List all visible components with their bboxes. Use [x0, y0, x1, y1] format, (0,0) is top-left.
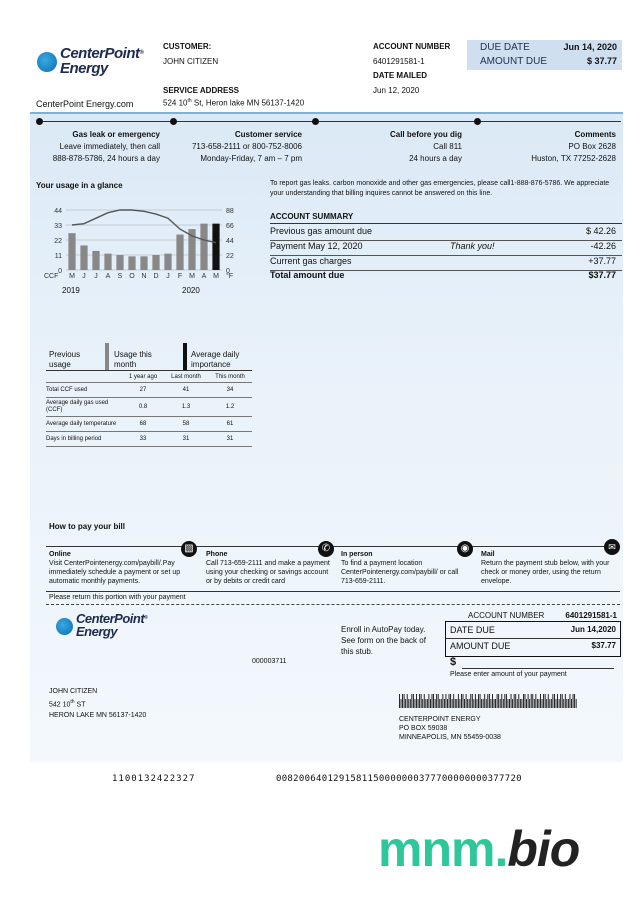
summary-row-label: Payment May 12, 2020: [270, 241, 363, 251]
contact-dot: [170, 118, 177, 125]
barcode-bar: [456, 699, 457, 708]
barcode-bar: [554, 694, 555, 708]
summary-total-label: Total amount due: [270, 270, 345, 280]
stub-account-number: 6401291581-1: [565, 611, 617, 620]
chart-unit-left: CCF: [44, 273, 59, 280]
summary-row-label: Current gas charges: [270, 256, 352, 266]
barcode-bar: [447, 699, 448, 708]
barcode-bar: [435, 699, 436, 708]
emergency-notice: To report gas leaks. carbon monoxide and other gas emergencies, please call1-888-876-5786. We appreciate your understanding that billing inquires cannot be answered on this line.: [270, 180, 610, 197]
barcode-bar: [535, 694, 536, 708]
summary-row: [270, 256, 622, 271]
summary-row: [270, 241, 622, 256]
date-mailed: Jun 12, 2020: [373, 86, 420, 95]
contact-gas-leak: Gas leak or emergency Leave immediately, then call 888-878-5786, 24 hours a day: [52, 130, 160, 163]
barcode-bar: [562, 694, 563, 708]
chart-category-label: J: [166, 273, 170, 280]
barcode-bar: [418, 699, 419, 708]
barcode-bar: [560, 694, 561, 708]
barcode-bar: [478, 694, 479, 708]
barcode-bar: [439, 699, 440, 708]
barcode-bar: [421, 694, 422, 708]
stub-due-date: Jun 14,2020: [570, 625, 616, 634]
barcode-bar: [433, 694, 434, 708]
barcode-bar: [576, 699, 577, 708]
return-note: Please return this portion with your payment: [49, 594, 186, 601]
reference-number: 000003711: [252, 658, 287, 665]
barcode-bar: [458, 694, 459, 708]
barcode-bar: [509, 699, 510, 708]
barcode-bar: [570, 694, 571, 708]
chart-tick-label-left: 44: [54, 208, 62, 215]
barcode-bar: [449, 694, 450, 708]
payment-amount-field[interactable]: [462, 668, 614, 669]
barcode-bar: [551, 699, 552, 708]
barcode-bar: [548, 694, 549, 708]
barcode-bar: [518, 694, 519, 708]
barcode-bar: [436, 694, 437, 708]
barcode-bar: [464, 699, 465, 708]
summary-row-value: +37.77: [588, 256, 616, 266]
summary-row-value: -42.26: [590, 241, 616, 251]
barcode-bar: [568, 699, 569, 708]
barcode-bar: [473, 699, 474, 708]
barcode-bar: [461, 694, 462, 708]
barcode-bar: [432, 694, 433, 708]
barcode-bar: [487, 694, 488, 708]
barcode-bar: [566, 699, 567, 708]
chart-tick-label-left: 33: [54, 223, 62, 230]
barcode-bar: [415, 699, 416, 708]
chart-category-label: J: [94, 273, 98, 280]
due-date-label: DUE DATE: [480, 42, 530, 53]
barcode-bar: [484, 694, 485, 708]
barcode-bar: [475, 694, 476, 708]
centerpoint-logo-icon: [37, 52, 57, 72]
barcode-bar: [424, 694, 425, 708]
barcode-bar: [573, 694, 574, 708]
chart-category-label: M: [189, 273, 195, 280]
barcode-bar: [410, 699, 411, 708]
barcode-bar: [411, 694, 412, 708]
barcode-bar: [477, 699, 478, 708]
barcode-bar: [512, 699, 513, 708]
barcode-bar: [500, 699, 501, 708]
micr-left: 1100132422327: [112, 774, 196, 784]
barcode-bar: [565, 694, 566, 708]
barcode-bar: [531, 694, 532, 708]
postal-barcode: [399, 694, 579, 708]
chart-tick-label-right: 66: [226, 223, 234, 230]
contact-dot: [36, 118, 43, 125]
mail-icon: ✉: [604, 539, 620, 555]
chart-tick-label-right: 0: [226, 268, 230, 275]
barcode-bar: [501, 694, 502, 708]
chart-category-label: O: [129, 273, 135, 280]
comparison-table: [46, 372, 252, 447]
barcode-bar: [545, 694, 546, 708]
barcode-bar: [441, 699, 442, 708]
autopay-note: Enroll in AutoPay today. See form on the back of this stub.: [341, 625, 426, 656]
barcode-bar: [442, 694, 443, 708]
stub-due-date-label: DATE DUE: [450, 625, 495, 635]
chart-category-label: D: [153, 273, 159, 280]
legend-previous-usage: Previous usage: [49, 350, 81, 369]
barcode-bar: [495, 699, 496, 708]
chart-tick-label-right: 22: [226, 253, 234, 260]
legend-divider: [46, 370, 252, 371]
barcode-bar: [438, 694, 439, 708]
barcode-bar: [444, 699, 445, 708]
barcode-bar: [427, 699, 428, 708]
chart-category-label: M: [69, 273, 75, 280]
barcode-bar: [511, 694, 512, 708]
barcode-bar: [492, 694, 493, 708]
barcode-bar: [470, 694, 471, 708]
chart-tick-label-right: 88: [226, 208, 234, 215]
barcode-bar: [515, 694, 516, 708]
barcode-bar: [459, 699, 460, 708]
barcode-bar: [571, 699, 572, 708]
chart-category-label: S: [117, 273, 123, 280]
barcode-bar: [446, 694, 447, 708]
chart-bar: [92, 251, 99, 270]
legend-bar-current: [183, 343, 187, 370]
barcode-bar: [552, 694, 553, 708]
amount-due-label: AMOUNT DUE: [480, 56, 548, 67]
barcode-bar: [399, 694, 400, 708]
pay-method-in-person: In person To find a payment location CenterPointenergy.com/paybill/ or call 713-659-2111.: [341, 551, 459, 585]
barcode-bar: [494, 699, 495, 708]
pay-bottom-line: [46, 591, 620, 592]
barcode-bar: [402, 694, 403, 708]
chart-tick-label-left: 0: [58, 268, 62, 275]
customer-mailing-address: JOHN CITIZEN 542 10th ST HERON LAKE MN 56137-1420: [49, 688, 147, 720]
mouse-icon: ▧: [181, 541, 197, 557]
barcode-bar: [549, 699, 550, 708]
service-address-label: SERVICE ADDRESS: [163, 86, 240, 95]
table-row: Average daily gas used (CCF) 0.8 1.3 1.2: [46, 398, 252, 417]
barcode-bar: [540, 694, 541, 708]
barcode-bar: [517, 699, 518, 708]
contact-customer-service: Customer service 713-658-2111 or 800-752-8006 Monday-Friday, 7 am – 7 pm: [191, 130, 302, 163]
chart-bar: [152, 255, 159, 270]
stub-amount-due-label: AMOUNT DUE: [450, 641, 511, 651]
barcode-bar: [481, 699, 482, 708]
stub-due-divider: [446, 638, 620, 639]
chart-unit-right: °F: [226, 273, 234, 280]
chart-tick-label-left: 11: [54, 253, 62, 260]
enter-amount-note: Please enter amount of your payment: [450, 671, 567, 678]
pay-method-mail: Mail Return the payment stub below, with your check or money order, using the return envelope.: [481, 551, 610, 585]
table-row: Days in billing period 33 31 31: [46, 432, 252, 447]
date-mailed-label: DATE MAILED: [373, 71, 428, 80]
barcode-bar: [556, 699, 557, 708]
barcode-bar: [546, 699, 547, 708]
account-summary-heading: ACCOUNT SUMMARY: [270, 212, 354, 221]
barcode-bar: [506, 694, 507, 708]
chart-bar: [164, 254, 171, 270]
chart-category-label: A: [105, 273, 111, 280]
contact-call-before-dig: Call before you dig Call 811 24 hours a day: [389, 130, 462, 163]
usage-heading: Your usage in a glance: [36, 181, 123, 190]
barcode-bar: [539, 699, 540, 708]
barcode-bar: [537, 699, 538, 708]
chart-bar: [200, 224, 207, 270]
chart-tick-label-right: 44: [226, 238, 234, 245]
micr-right: 0082006401291581150000000377700000000377720: [276, 774, 522, 784]
barcode-bar: [480, 694, 481, 708]
barcode-bar: [542, 699, 543, 708]
barcode-bar: [450, 694, 451, 708]
barcode-bar: [463, 694, 464, 708]
stub-amount-due: $37.77: [591, 641, 616, 650]
barcode-bar: [514, 694, 515, 708]
chart-bar: [68, 233, 75, 270]
due-date: Jun 14, 2020: [563, 42, 617, 52]
thank-you-note: Thank you!: [450, 241, 495, 251]
barcode-bar: [490, 699, 491, 708]
barcode-bar: [521, 699, 522, 708]
header-divider: [30, 112, 623, 114]
chart-bar: [212, 224, 219, 270]
summary-row: [270, 226, 622, 241]
chart-category-label: J: [82, 273, 86, 280]
barcode-bar: [504, 694, 505, 708]
barcode-bar: [430, 699, 431, 708]
remit-address: CENTERPOINT ENERGY PO BOX 59038 MINNEAPOLIS, MN 55459-0038: [399, 716, 501, 741]
summary-divider: [270, 223, 622, 224]
account-number-label: ACCOUNT NUMBER: [373, 42, 451, 51]
barcode-bar: [486, 699, 487, 708]
barcode-bar: [453, 694, 454, 708]
barcode-bar: [508, 699, 509, 708]
chart-bar: [176, 235, 183, 270]
contact-dot: [474, 118, 481, 125]
table-row: Average daily temperature 68 58 61: [46, 417, 252, 432]
barcode-bar: [404, 694, 405, 708]
how-to-pay-heading: How to pay your bill: [49, 522, 126, 531]
barcode-bar: [413, 694, 414, 708]
website[interactable]: CenterPoint Energy.com: [36, 99, 134, 109]
stub-logo: CenterPoint® Energy: [76, 611, 148, 639]
barcode-bar: [529, 699, 530, 708]
chart-bar: [140, 256, 147, 270]
chart-category-label: A: [201, 273, 207, 280]
summary-row-value: $ 42.26: [585, 226, 616, 236]
column-header: Last month: [164, 372, 208, 383]
barcode-bar: [472, 694, 473, 708]
pay-method-phone: Phone Call 713-659-2111 and make a payment using your checking or savings account or by debits or credit card: [206, 551, 330, 585]
table-header-row: [46, 372, 252, 383]
barcode-bar: [528, 694, 529, 708]
chart-bar: [128, 256, 135, 270]
barcode-bar: [408, 699, 409, 708]
table-row: Total CCF used 27 41 34: [46, 383, 252, 398]
customer-name: JOHN CITIZEN: [163, 57, 219, 66]
summary-total-value: $37.77: [588, 270, 616, 280]
barcode-bar: [416, 694, 417, 708]
barcode-bar: [497, 694, 498, 708]
phone-icon: ✆: [318, 541, 334, 557]
barcode-bar: [520, 699, 521, 708]
legend-usage-month: Usage this month: [114, 350, 152, 369]
stub-account-number-label: ACCOUNT NUMBER: [468, 611, 545, 620]
usage-chart: [44, 200, 244, 280]
centerpoint-logo: CenterPoint® Energy: [60, 45, 144, 77]
barcode-bar: [455, 699, 456, 708]
barcode-bar: [563, 699, 564, 708]
barcode-bar: [405, 699, 406, 708]
chart-bar: [104, 254, 111, 270]
barcode-bar: [483, 699, 484, 708]
contact-divider-line: [38, 121, 621, 122]
watermark: mnm.bio: [378, 821, 580, 877]
chart-bar: [116, 255, 123, 270]
barcode-bar: [422, 699, 423, 708]
amount-due: $ 37.77: [586, 56, 617, 66]
chart-category-label: N: [141, 273, 147, 280]
barcode-bar: [466, 694, 467, 708]
barcode-bar: [525, 694, 526, 708]
pay-method-online: Online Visit CenterPointenergy.com/paybill/.Pay immediately schedule a payment or set up automatic monthly payments.: [49, 551, 181, 585]
dollar-sign: $: [450, 656, 457, 668]
barcode-bar: [452, 699, 453, 708]
person-icon: ◉: [457, 541, 473, 557]
barcode-bar: [419, 694, 420, 708]
barcode-bar: [407, 694, 408, 708]
barcode-bar: [534, 699, 535, 708]
barcode-bar: [425, 699, 426, 708]
account-number: 6401291581-1: [373, 57, 425, 66]
chart-tick-label-left: 22: [54, 238, 62, 245]
summary-row-label: Previous gas amount due: [270, 226, 373, 236]
contact-dot: [312, 118, 319, 125]
column-header: 1 year ago: [122, 372, 164, 383]
contact-comments: Comments PO Box 2628 Huston, TX 77252-2628: [531, 130, 616, 163]
barcode-bar: [523, 694, 524, 708]
barcode-bar: [503, 699, 504, 708]
barcode-bar: [574, 694, 575, 708]
column-header: This month: [208, 372, 252, 383]
stub-logo-icon: [56, 618, 73, 635]
customer-label: CUSTOMER:: [163, 42, 212, 51]
year-label-2020: 2020: [182, 286, 200, 295]
barcode-bar: [543, 694, 544, 708]
barcode-bar: [401, 699, 402, 708]
barcode-bar: [498, 694, 499, 708]
legend-bar-previous: [105, 343, 109, 370]
barcode-bar: [489, 694, 490, 708]
chart-category-label: F: [177, 273, 183, 280]
tear-line: [46, 604, 620, 606]
legend-average-daily: Average daily importance: [191, 350, 240, 369]
barcode-bar: [428, 694, 429, 708]
barcode-bar: [557, 694, 558, 708]
chart-bar: [80, 245, 87, 270]
barcode-bar: [559, 699, 560, 708]
service-address: 524 10th St, Heron lake MN 56137-1420: [163, 98, 305, 108]
barcode-bar: [467, 699, 468, 708]
summary-total-row: [270, 270, 622, 284]
barcode-bar: [532, 694, 533, 708]
chart-category-label: M: [213, 273, 219, 280]
barcode-bar: [526, 699, 527, 708]
year-label-2019: 2019: [62, 286, 80, 295]
barcode-bar: [469, 699, 470, 708]
